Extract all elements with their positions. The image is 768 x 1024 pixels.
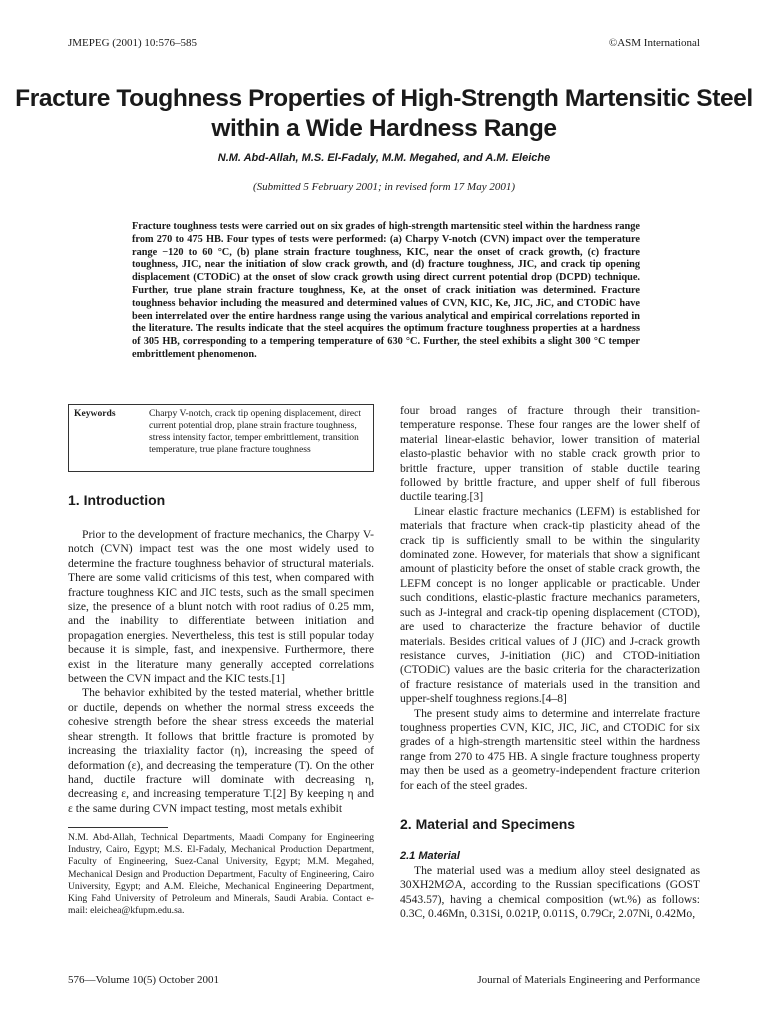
submission-dates: (Submitted 5 February 2001; in revised form 17 May 2001): [252, 181, 516, 193]
paper-title: Fracture Toughness Properties of High-Strength Martensitic Steel within a Wide Hardness Range: [15, 85, 753, 142]
subsection-heading-material: 2.1 Material: [400, 850, 460, 862]
footnote-divider: [68, 827, 168, 828]
section-heading-material: 2. Material and Specimens: [400, 816, 576, 832]
abstract: Fracture toughness tests were carried out on six grades of high-strength martensitic steel within the hardness range from 270 to 475 HB. Four types of tests were performed: (a) Charpy V-notch (CVN) impact over the temperature range −120 to 60 °C, (b) plane strain fracture toughness, KIC, near the onset of crack growth, (c) fracture toughness, JIC, near the initiation of slow crack growth, and (d) fracture toughness, JIC, and crack tip opening displacement (CTODiC) at the onset of slow crack growth using direct current potential drop (DCPD) technique. Further, true plane strain fracture toughness, Ke, at the onset of crack initiation was determined. Fracture toughness behavior including the measured and determined values of CVN, KIC, Ke, JIC, JiC, and CTODiC have been interrelated over the entire hardness range using the various analytical and empirical correlations reported in the literature. The results indicate that the steel acquires the optimum fracture toughness properties at a hardness of 305 HB, corresponding to a tempering temperature of 630 °C. Further, the steel exhibits a slight 300 °C temper embrittlement phenomenon.: [132, 221, 640, 360]
paragraph: Linear elastic fracture mechanics (LEFM) is established for materials that fracture when crack-tip plasticity ahead of the crack tip is sufficiently small to be within the singularity dominated zone. However, for materials that show a significant amount of plasticity before the onset of stable crack growth, the LEFM concept is no longer applicable or practicable. Under such conditions, elastic-plastic fracture mechanics parameters, such as J-integral and crack-tip opening displacement (CTOD), are used to characterize the fracture behavior of ductile materials. Besides critical values of J (JIC) and J-crack growth resistance curves, J-initiation (JiC) and CTOD-initiation (CTODiC) values are the basic criteria for the characterization of fracture resistance of materials used in the transition and upper-shelf toughness regions.[4–8]: [400, 504, 700, 706]
paragraph: Prior to the development of fracture mechanics, the Charpy V-notch (CVN) impact test was the one most widely used to determine the fracture toughness behavior of structural materials. There are some valid criticisms of this test, when compared with fracture toughness KIC and JIC tests, such as the small specimen size, the presence of a blunt notch with root radius of 0.25 mm, and the inability to differentiate between initiation and propagation energies. Nevertheless, this test is still popular today because it is simple, fast, and inexpensive. Furthermore, there exist in the literature many generally accepted correlations between the CVN impact and the KIC tests.[1]: [68, 528, 374, 686]
page-info: 576—Volume 10(5) October 2001: [68, 974, 220, 986]
right-column-body: [400, 404, 700, 793]
publisher-label: ©ASM International: [608, 37, 700, 49]
journal-reference: JMEPEG (2001) 10:576–585: [68, 37, 197, 49]
journal-name: Journal of Materials Engineering and Performance: [477, 974, 700, 986]
paragraph: The material used was a medium alloy steel designated as 30XH2M∅A, according to the Russian specifications (GOST 4543.57), having a chemical composition (wt.%) as follows: 0.3C, 0.46Mn, 0.31Si, 0.021P, 0.011S, 0.79Cr, 2.07Ni, 0.42Mo,: [400, 864, 700, 921]
paragraph: The behavior exhibited by the tested material, whether brittle or ductile, depends on whether the normal stress exceeds the cohesive strength before the shear stress exceeds the material shear strength. It follows that brittle fracture is promoted by increasing the triaxiality factor (η), increasing the speed of deformation (ε), and decreasing the temperature (T). On the other hand, ductile fracture will dominate with decreasing η, decreasing ε, and increasing temperature T.[2] By keeping η and ε the same during CVN impact testing, most metals exhibit: [68, 686, 374, 815]
keywords-text: Charpy V-notch, crack tip opening displacement, direct current potential drop, plane strain fracture toughness, stress intensity factor, temper embrittlement, transition temperature, true plane fracture toughness: [149, 408, 362, 455]
keywords-box: [68, 404, 374, 472]
section-heading-introduction: 1. Introduction: [68, 492, 166, 508]
author-list: N.M. Abd-Allah, M.S. El-Fadaly, M.M. Megahed, and A.M. Eleiche: [217, 152, 551, 164]
paragraph: The present study aims to determine and interrelate fracture toughness properties CVN, KIC, JIC, JiC, and CTODiC for six grades of a high-strength martensitic steel within the hardness range from 270 to 475 HB. A single fracture toughness property may then be used as a geometry-independent fracture criterion for each of the steel grades.: [400, 706, 700, 792]
material-body: [400, 864, 700, 922]
author-affiliations-footnote: N.M. Abd-Allah, Technical Departments, Maadi Company for Engineering Industry, Cairo, Egypt; M.S. El-Fadaly, Mechanical Production Department, Faculty of Engineering, Suez-Canal University, Egypt; M.M. Megahed, Mechanical Design and Production Department, Faculty of Engineering, Cairo University, Egypt; and A.M. Eleiche, Mechanical Engineering Department, King Fahd University of Petroleum and Minerals, Saudi Arabia. Contact e-mail: eleichea@kfupm.edu.sa.: [68, 832, 374, 917]
introduction-body: [68, 528, 374, 816]
keywords-label: Keywords: [74, 408, 116, 419]
paragraph: four broad ranges of fracture through their transition-temperature response. These four ranges are the lower shelf of material linear-elastic behavior, lower transition of material elasto-plastic behavior with no stable crack growth prior to brittle fracture, upper transition of stable ductile tearing followed by brittle fracture, and upper shelf of full fiberous ductile tearing.[3]: [400, 404, 700, 504]
